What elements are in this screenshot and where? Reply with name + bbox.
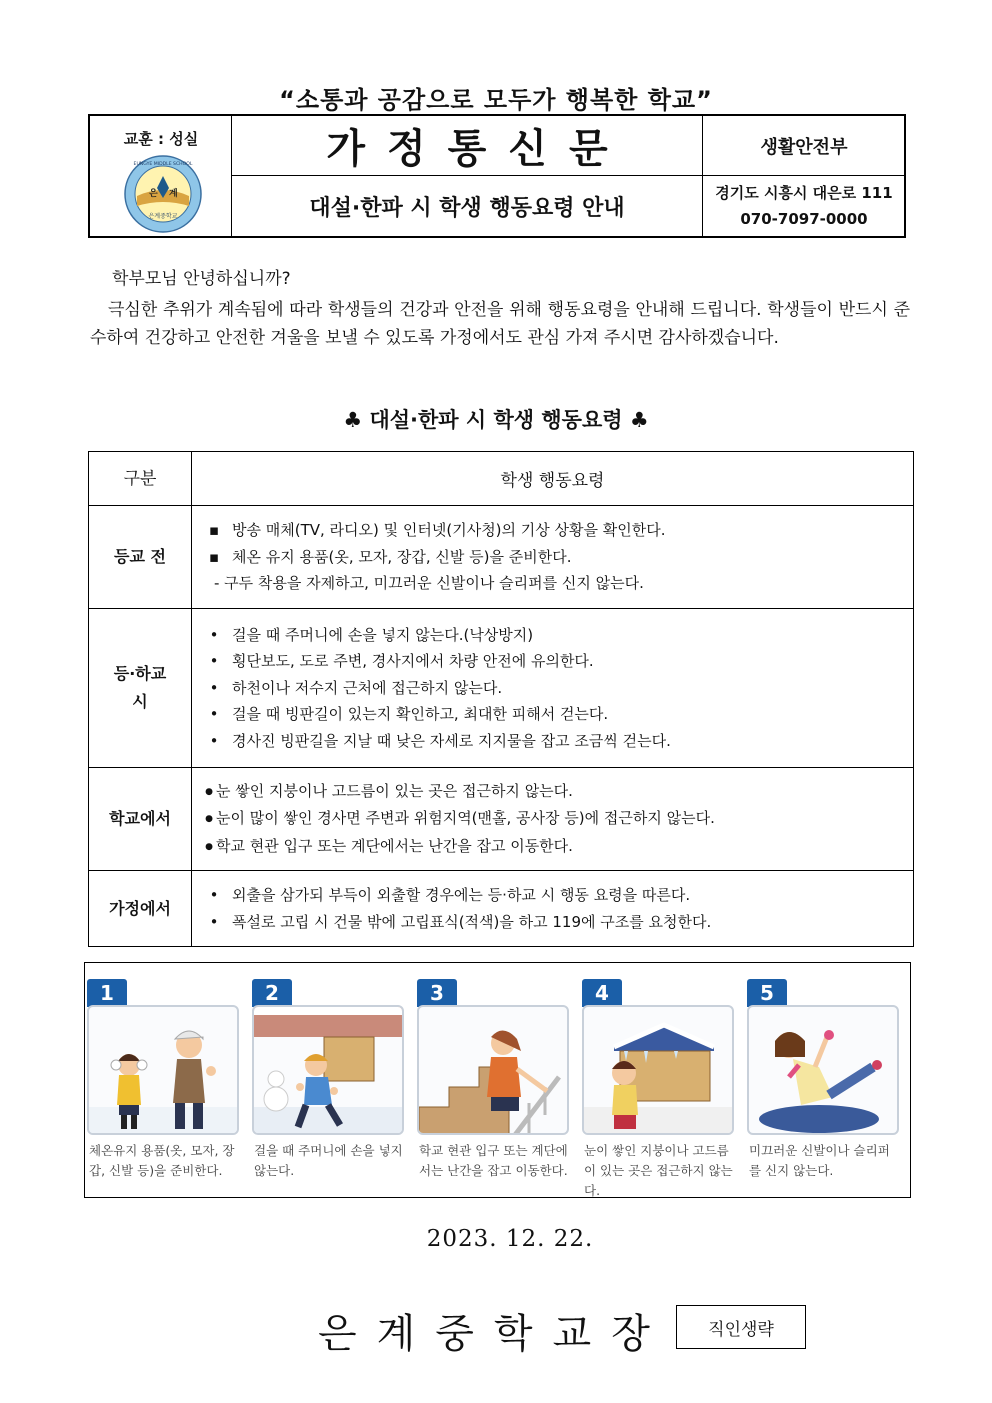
bullet: ● <box>205 841 213 852</box>
row-rules <box>192 768 914 871</box>
rule-text: 체온 유지 용품(옷, 모자, 장갑, 신발 등)을 준비한다. <box>232 547 572 566</box>
table-row <box>89 506 914 609</box>
panel-caption: 학교 현관 입구 또는 계단에서는 난간을 잡고 이동한다. <box>419 1143 568 1178</box>
intro-paragraph <box>90 296 910 352</box>
phone: 070-7097-0000 <box>740 210 868 228</box>
newsletter-header <box>88 114 906 238</box>
principal-signature: 은계중학교장 <box>318 1311 670 1357</box>
slipping-on-ice-icon <box>747 1005 899 1135</box>
snowy-roof-icicles-icon <box>582 1005 734 1135</box>
address: 경기도 시흥시 대은로 111 <box>715 184 893 202</box>
rule-item <box>202 675 903 702</box>
bullet: ● <box>205 786 213 797</box>
rule-text: 방송 매체(TV, 라디오) 및 인터넷(기사청)의 기상 상황을 확인한다. <box>232 521 666 540</box>
panel-number: 5 <box>747 979 787 1007</box>
table-row <box>89 871 914 947</box>
row-rules <box>192 609 914 768</box>
bullet: • <box>209 731 219 750</box>
panel-caption: 미끄러운 신발이나 슬리퍼를 신지 않는다. <box>749 1143 890 1178</box>
bullet: • <box>209 678 219 697</box>
panel-number: 3 <box>417 979 457 1007</box>
contact-cell <box>702 116 904 236</box>
rule-text: 횡단보도, 도로 주변, 경사지에서 차량 안전에 유의한다. <box>232 652 594 671</box>
row-category: 등교 전 <box>89 506 192 609</box>
illustration-panel <box>85 975 240 1195</box>
title-cell <box>232 116 702 176</box>
panel-number: 2 <box>252 979 292 1007</box>
seal-omitted-box: 직인생략 <box>676 1305 806 1349</box>
row-category: 학교에서 <box>89 768 192 871</box>
rule-text: 경사진 빙판길을 지날 때 낮은 자세로 지지물을 잡고 조금씩 걷는다. <box>232 731 671 750</box>
school-slogan: “소통과 공감으로 모두가 행복한 학교” <box>279 86 713 114</box>
bullet: • <box>209 652 219 671</box>
rule-item <box>202 648 903 675</box>
emblem-left-char: 은 <box>149 189 158 199</box>
rule-text: 눈 쌓인 지붕이나 고드름이 있는 곳은 접근하지 않는다. <box>216 781 573 800</box>
illustration-strip <box>84 962 911 1198</box>
table-row <box>89 609 914 768</box>
rule-text: 걸을 때 빙판길이 있는지 확인하고, 최대한 피해서 걷는다. <box>232 705 609 724</box>
rule-sub-item: - 구두 착용을 자제하고, 미끄러운 신발이나 슬리퍼를 신지 않는다. <box>214 574 644 593</box>
greeting: 학부모님 안녕하십니까? <box>112 269 291 289</box>
motto-cell <box>90 116 232 236</box>
rule-item <box>202 805 903 833</box>
table-row <box>89 768 914 871</box>
row-rules <box>192 871 914 947</box>
table-header-row <box>89 452 914 506</box>
rule-item <box>202 517 903 544</box>
bullet: • <box>209 625 219 644</box>
rule-text: 폭설로 고립 시 건물 밖에 고립표식(적색)을 하고 119에 구조를 요청한다. <box>232 912 712 931</box>
intro-text: 극심한 추위가 계속됨에 따라 학생들의 건강과 안전을 위해 행동요령을 안내해 드립니다. 학생들이 반드시 준수하여 건강하고 안전한 겨울을 보낼 수 있도록 가정에서도 관심 가져 주시면 감사하겠습니다. <box>90 300 910 348</box>
issue-date: 2023. 12. 22. <box>426 1226 594 1252</box>
holding-handrail-icon <box>417 1005 569 1135</box>
rule-item <box>202 728 903 755</box>
bullet: ▪ <box>208 521 220 540</box>
panel-caption: 걸을 때 주머니에 손을 넣지 않는다. <box>254 1143 403 1178</box>
panel-caption: 눈이 쌓인 지붕이나 고드름이 있는 곳은 접근하지 않는다. <box>584 1143 733 1198</box>
contact-info <box>703 180 905 232</box>
row-category: 등·하교 시 <box>89 609 192 768</box>
bullet: ● <box>205 814 213 825</box>
panel-number: 1 <box>87 979 127 1007</box>
rule-item <box>202 833 903 861</box>
rule-item <box>202 778 903 806</box>
walking-hands-free-icon <box>252 1005 404 1135</box>
school-emblem-icon <box>123 154 203 234</box>
rule-item <box>202 701 903 728</box>
illustration-panel <box>745 975 900 1195</box>
bullet: • <box>209 912 219 931</box>
rule-item <box>202 622 903 649</box>
rule-text: 눈이 많이 쌓인 경사면 주변과 위험지역(맨홀, 공사장 등)에 접근하지 않는다. <box>216 809 715 828</box>
bullet: • <box>209 705 219 724</box>
rule-item <box>202 882 903 909</box>
panel-number: 4 <box>582 979 622 1007</box>
rule-text: 외출을 삼가되 부득이 외출할 경우에는 등·하교 시 행동 요령을 따른다. <box>232 886 691 904</box>
department: 생활안전부 <box>703 116 905 176</box>
panel-caption: 체온유지 용품(옷, 모자, 장갑, 신발 등)을 준비한다. <box>89 1143 235 1178</box>
rules-table <box>88 451 914 947</box>
newsletter-title: 가정통신문 <box>326 126 630 172</box>
rule-text: 걸을 때 주머니에 손을 넣지 않는다.(낙상방지) <box>232 625 534 644</box>
dressed-warm-kids-icon <box>87 1005 239 1135</box>
school-motto: 교훈 : 성실 <box>123 130 199 148</box>
illustration-panel <box>415 975 570 1195</box>
section-title: ♣ 대설·한파 시 학생 행동요령 ♣ <box>343 408 649 432</box>
rule-item <box>202 544 903 571</box>
bullet: • <box>209 886 219 904</box>
emblem-bottom-text: 은계중학교 <box>148 213 178 220</box>
rule-text: 하천이나 저수지 근처에 접근하지 않는다. <box>232 678 503 697</box>
row-category: 가정에서 <box>89 871 192 947</box>
emblem-outer-text: EUNGYE MIDDLE SCHOOL <box>133 162 193 167</box>
newsletter-subtitle: 대설·한파 시 학생 행동요령 안내 <box>309 195 625 221</box>
row-rules <box>192 506 914 609</box>
illustration-panel <box>580 975 735 1198</box>
emblem-right-char: 계 <box>169 189 178 199</box>
bullet: ▪ <box>208 547 220 566</box>
illustration-panel <box>250 975 405 1195</box>
header-category: 구분 <box>89 452 192 506</box>
rule-text: 학교 현관 입구 또는 계단에서는 난간을 잡고 이동한다. <box>216 836 573 855</box>
rule-item <box>202 909 903 936</box>
header-rules: 학생 행동요령 <box>192 452 914 506</box>
